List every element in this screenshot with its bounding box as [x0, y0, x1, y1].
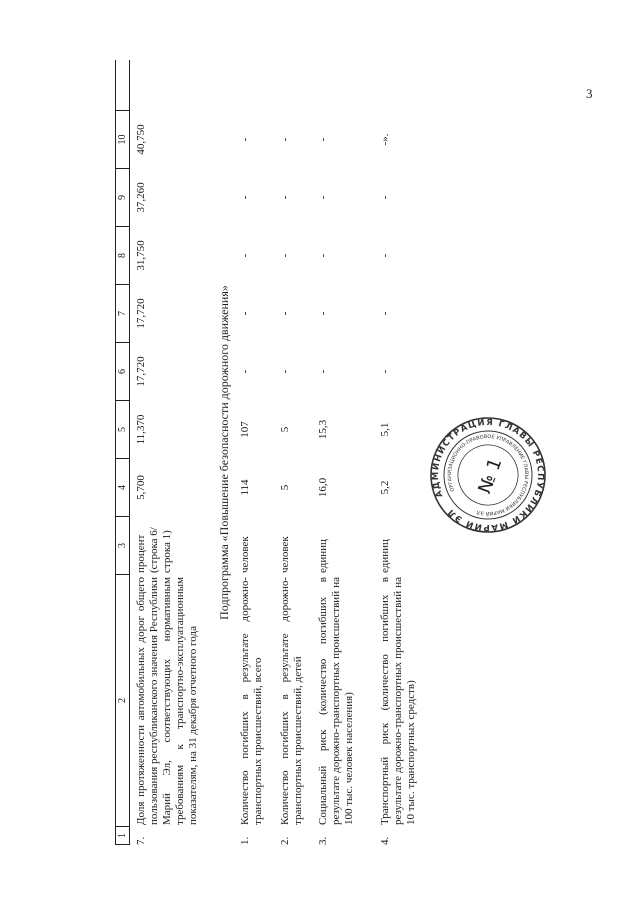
- row3-value: -: [317, 137, 329, 142]
- row2-indicator-name: Количество погибших в результате дорожно-транспортных происшествий, детей: [279, 577, 304, 825]
- header-col-6: 6: [117, 369, 128, 374]
- row4-indicator-name: Транспортный риск (количество погибших в результате дорожно-транспортных происшествий на 10 тыс. транспортных средств): [379, 577, 417, 825]
- row2-value: -: [279, 253, 291, 258]
- header-col-10: 10: [117, 134, 128, 145]
- row7-value: 40,750: [135, 124, 147, 155]
- official-seal: [428, 415, 548, 535]
- header-col-1: 1: [117, 833, 128, 838]
- row2-value: 5: [279, 426, 291, 433]
- row1-value: -: [239, 311, 251, 316]
- row2-value: -: [279, 369, 291, 374]
- row2-value: -: [279, 311, 291, 316]
- row3-value: 15,3: [317, 419, 329, 440]
- row2-value: -: [279, 137, 291, 142]
- row3-value: -: [317, 369, 329, 374]
- row4-unit: единиц: [379, 539, 391, 573]
- row2-unit: человек: [279, 536, 291, 573]
- row1-value: 114: [239, 479, 251, 496]
- row4-value: -: [379, 253, 391, 258]
- row1-value: -: [239, 369, 251, 374]
- row4-value: -: [379, 195, 391, 200]
- row4-value: -».: [379, 133, 391, 146]
- seal-outer-text: АДМИНИСТРАЦИЯ ГЛАВЫ РЕСПУБЛИКИ МАРИЙ ЭЛ: [430, 417, 546, 533]
- table-left-border: [115, 844, 130, 845]
- row7-value: 17,720: [135, 356, 147, 387]
- row4-number: 4.: [379, 836, 391, 845]
- row3-value: -: [317, 253, 329, 258]
- header-col-2: 2: [117, 698, 128, 703]
- row1-unit: человек: [239, 536, 251, 573]
- row3-value: -: [317, 311, 329, 316]
- row1-indicator-name: Количество погибших в результате дорожно-транспортных происшествий, всего: [239, 577, 264, 825]
- row7-indicator-name: Доля протяженности автомобильных дорог общего пользования республиканского значения Республики Марий Эл, соответствующих нормативным требованиям к транспортно-эксплуатационным показателям, на 31 декабря отчетного года: [135, 577, 199, 825]
- table-header-bottom-border: [129, 60, 130, 845]
- row1-value: -: [239, 253, 251, 258]
- row1-number: 1.: [239, 836, 251, 845]
- seal-number: № 1: [474, 455, 507, 497]
- row7-value: 37,260: [135, 182, 147, 213]
- header-col-4: 4: [117, 485, 128, 490]
- row1-value: 107: [239, 421, 251, 438]
- row3-number: 3.: [317, 836, 329, 845]
- row4-value: -: [379, 369, 391, 374]
- header-col-8: 8: [117, 253, 128, 258]
- row4-value: -: [379, 311, 391, 316]
- row7-value: 31,750: [135, 240, 147, 271]
- row3-unit: единиц: [317, 539, 329, 573]
- row4-value: 5,2: [379, 480, 391, 495]
- row3-indicator-name: Социальный риск (количество погибших в результате дорожно-транспортных происшествий на 100 тыс. человек населения): [317, 577, 355, 825]
- row7-number: 7.: [135, 836, 147, 845]
- header-col-5: 5: [117, 427, 128, 432]
- subprogram-title: Подпрограмма «Повышение безопасности дорожного движения»: [217, 285, 231, 620]
- page-number: 3: [586, 86, 593, 101]
- row7-value: 11,370: [135, 414, 147, 445]
- row7-value: 5,700: [135, 475, 147, 500]
- row2-value: 5: [279, 484, 291, 491]
- row3-value: 16,0: [317, 477, 329, 498]
- row7-value: 17,720: [135, 298, 147, 329]
- row4-value: 5,1: [379, 422, 391, 437]
- seal-inner-text: ОРГАНИЗАЦИОННО-ПРАВОВОЕ УПРАВЛЕНИЕ ГЛАВЫ РЕСПУБЛИКИ МАРИЙ ЭЛ: [446, 433, 530, 517]
- row1-value: -: [239, 195, 251, 200]
- row2-value: -: [279, 195, 291, 200]
- row3-value: -: [317, 195, 329, 200]
- header-col-9: 9: [117, 195, 128, 200]
- header-col-7: 7: [117, 311, 128, 316]
- header-col-3: 3: [117, 543, 128, 548]
- row1-value: -: [239, 137, 251, 142]
- row7-unit: процент (строка 6/ строка 1): [135, 527, 173, 573]
- row2-number: 2.: [279, 836, 291, 845]
